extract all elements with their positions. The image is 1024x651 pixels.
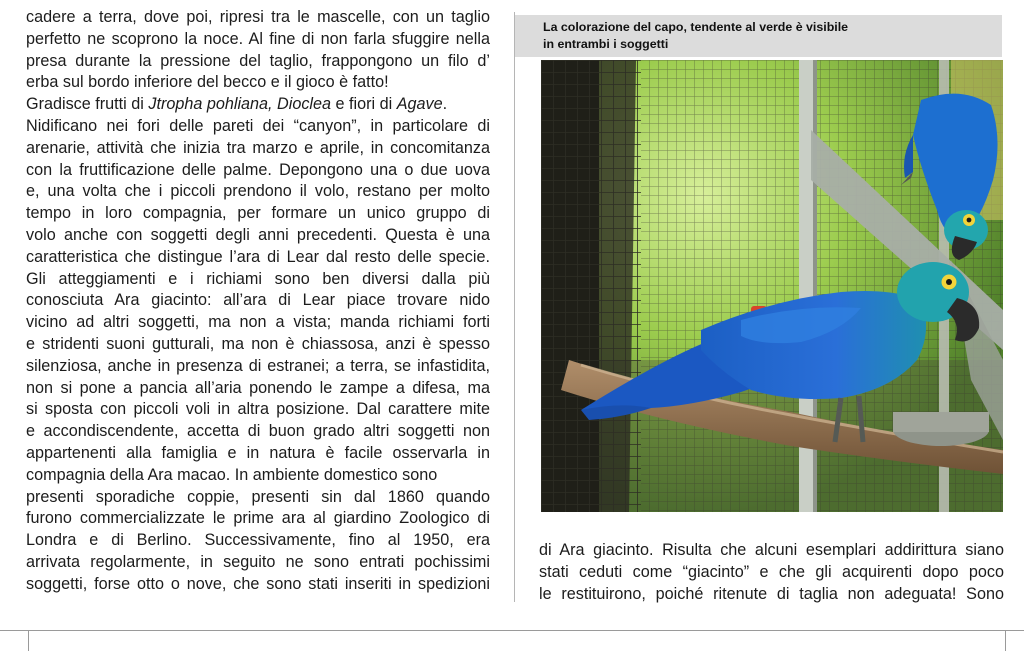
text-line: di Ara giacinto. Risulta che alcuni esemplari addirittura siano: [539, 541, 1004, 559]
column-divider: [514, 12, 515, 602]
text-segment: Gradisce frutti di: [26, 95, 149, 114]
text-line: vicino ad altri soggetti, ma non a vista; manda richiami forti: [26, 313, 490, 332]
text-line: presenti sporadiche coppie, presenti sin dal 1860 quando: [26, 487, 490, 506]
right-text-column: [539, 540, 1004, 605]
cage-mesh-left: [541, 60, 641, 512]
text-line: non si pone a pancia all’aria ponendo le zampe a difesa, ma: [26, 378, 490, 397]
left-text-column: [26, 7, 490, 596]
text-segment: e fiori di: [331, 95, 397, 114]
text-segment: .: [442, 95, 448, 114]
text-line: Nidificano nei fori delle pareti dei “canyon”, in particolare di: [26, 116, 490, 135]
text-line: e accondiscendente, accetta di buon grado altri soggetti non: [26, 422, 490, 441]
text-line: si sposta con piccoli voli in altra posizione. Dal carattere mite: [26, 400, 490, 419]
text-line: Gli atteggiamenti e i richiami sono ben diversi dalla più: [26, 269, 490, 288]
text-line: caratteristica che distingue l’ara di Lear dal resto delle specie.: [26, 247, 490, 266]
text-line: presa durante la pressione del taglio, frappongono un filo d’: [26, 51, 490, 70]
macaw-photo-illustration: [541, 60, 1003, 512]
feeding-bowl-side: [893, 412, 989, 432]
text-line: conosciuta Ara giacinto: all’ara di Lear piace trovare nido: [26, 291, 490, 310]
species-name-italic: Jtropha pohliana, Dioclea: [148, 95, 332, 114]
text-line: tempo in loro compagnia, per formare un unico gruppo di: [26, 204, 490, 223]
text-line: cadere a terra, dove poi, ripresi tra le mascelle, con un taglio: [26, 8, 490, 26]
macaw-eye: [946, 279, 952, 285]
text-line: arrivata regolarmente, in seguito ne sono entrati pochissimi: [26, 552, 490, 571]
text-line: erba sul bordo inferiore del becco e il gioco è fatto!: [26, 73, 389, 92]
text-line-species: [26, 94, 490, 116]
species-name-italic: Agave: [396, 95, 443, 114]
caption-line: La colorazione del capo, tendente al verde è visibile: [543, 20, 849, 34]
caption-line: in entrambi i soggetti: [543, 37, 669, 51]
text-line: stati ceduti come “giacinto” e che gli acquirenti dopo poco: [539, 562, 1004, 581]
text-line: compagnia della Ara macao. In ambiente domestico sono: [26, 465, 438, 484]
photo-caption: [515, 15, 1002, 57]
text-line: appartenenti alla famiglia e in natura è facile osservarla in: [26, 443, 490, 462]
text-line: e stridenti suoni gutturali, ma non è chiassosa, anzi è spesso: [26, 334, 490, 353]
text-line: silenziosa, anche in presenza di estranei; a terra, se infastidita,: [26, 356, 490, 375]
footer-frame: [0, 630, 1024, 650]
text-line: furono commercializzate le prime ara al giardino Zoologico di: [26, 509, 490, 528]
text-line: arenarie, attività che inizia tra marzo e aprile, in concomitanza: [26, 138, 490, 157]
macaw-photo: [541, 60, 1003, 512]
text-line: e, una volta che i piccoli prendono il volo, restano per molto: [26, 182, 490, 201]
text-line: volo anche con soggetti degli anni precedenti. Questa è una: [26, 225, 490, 244]
text-line: Londra e di Berlino. Successivamente, fino al 1950, era: [26, 531, 490, 550]
text-line: con la fruttificazione delle palme. Depongono una o due uova: [26, 160, 490, 179]
text-line: perfetto ne scoprono la noce. Al fine di non farla sfuggire nella: [26, 29, 490, 48]
text-line: le restituirono, poiché ritenute di taglia non adeguata! Sono: [539, 584, 1004, 603]
text-line: soggetti, forse otto o nove, che sono stati inseriti in spedizioni: [26, 574, 490, 593]
footer-frame-inner: [28, 631, 1006, 651]
